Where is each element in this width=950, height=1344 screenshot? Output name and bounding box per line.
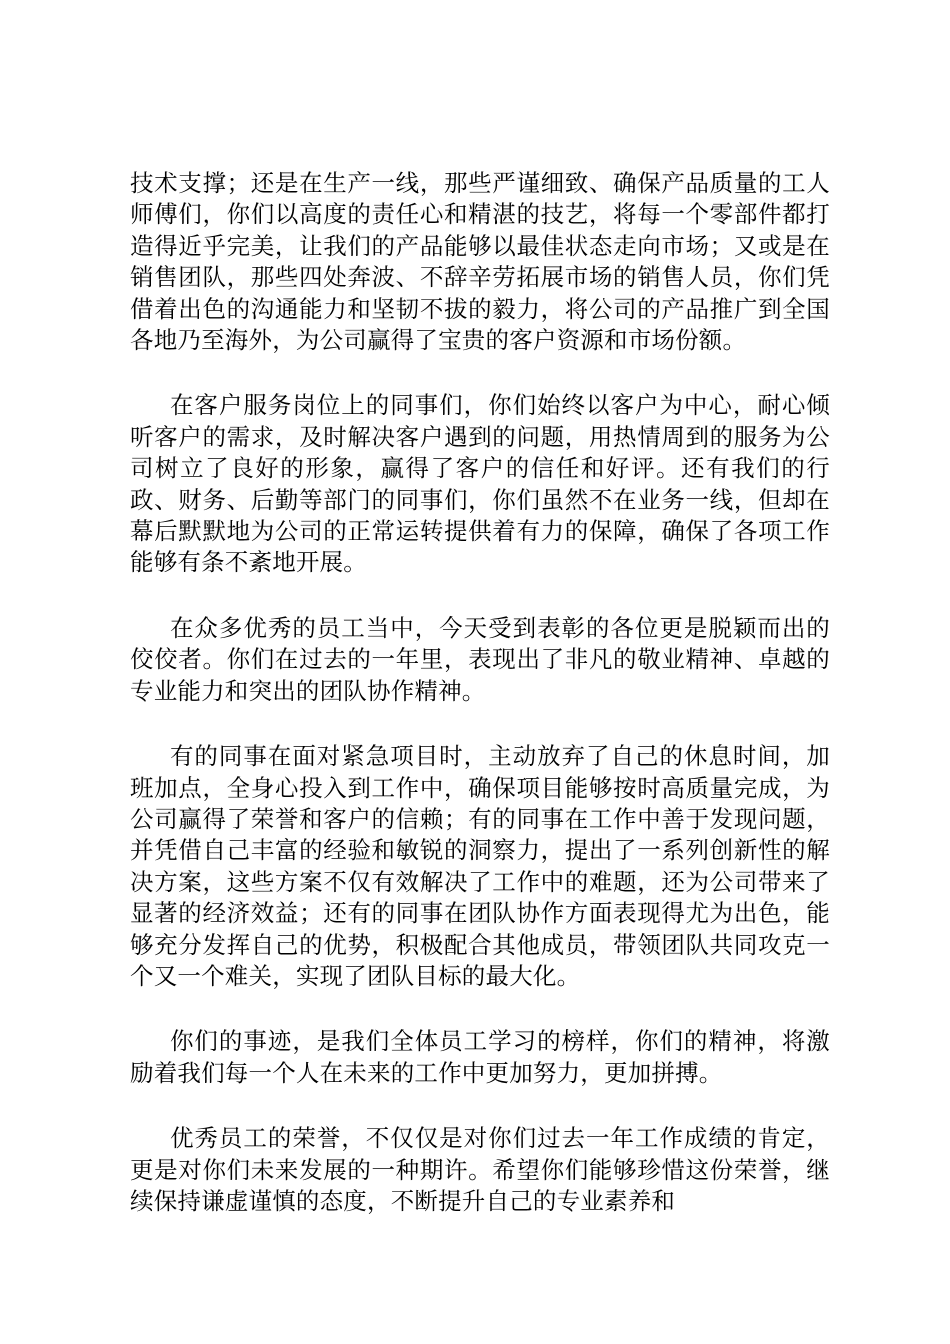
- paragraph-3: 在众多优秀的员工当中，今天受到表彰的各位更是脱颖而出的佼佼者。你们在过去的一年里，表现出了非凡的敬业精神、卓越的专业能力和突出的团队协作精神。: [130, 613, 830, 705]
- paragraph-1: 技术支撑；还是在生产一线，那些严谨细致、确保产品质量的工人师傅们，你们以高度的责任心和精湛的技艺，将每一个零部件都打造得近乎完美，让我们的产品能够以最佳状态走向市场；又或是在销售团队，那些四处奔波、不辞辛劳拓展市场的销售人员，你们凭借着出色的沟通能力和坚韧不拔的毅力，将公司的产品推广到全国各地乃至海外，为公司赢得了宝贵的客户资源和市场份额。: [130, 169, 830, 355]
- paragraph-2: 在客户服务岗位上的同事们，你们始终以客户为中心，耐心倾听客户的需求，及时解决客户遇到的问题，用热情周到的服务为公司树立了良好的形象，赢得了客户的信任和好评。还有我们的行政、财务、后勤等部门的同事们，你们虽然不在业务一线，但却在幕后默默地为公司的正常运转提供着有力的保障，确保了各项工作能够有条不紊地开展。: [130, 391, 830, 577]
- paragraph-4: 有的同事在面对紧急项目时，主动放弃了自己的休息时间，加班加点，全身心投入到工作中，确保项目能够按时高质量完成，为公司赢得了荣誉和客户的信赖；有的同事在工作中善于发现问题，并凭借自己丰富的经验和敏锐的洞察力，提出了一系列创新性的解决方案，这些方案不仅有效解决了工作中的难题，还为公司带来了显著的经济效益；还有的同事在团队协作方面表现得尤为出色，能够充分发挥自己的优势，积极配合其他成员，带领团队共同攻克一个又一个难关，实现了团队目标的最大化。: [130, 742, 830, 990]
- document-body: [130, 168, 830, 1251]
- paragraph-6: 优秀员工的荣誉，不仅仅是对你们过去一年工作成绩的肯定，更是对你们未来发展的一种期许。希望你们能够珍惜这份荣誉，继续保持谦虚谨慎的态度，不断提升自己的专业素养和: [130, 1124, 830, 1215]
- paragraph-5: 你们的事迹，是我们全体员工学习的榜样，你们的精神，将激励着我们每一个人在未来的工作中更加努力，更加拼搏。: [130, 1027, 830, 1087]
